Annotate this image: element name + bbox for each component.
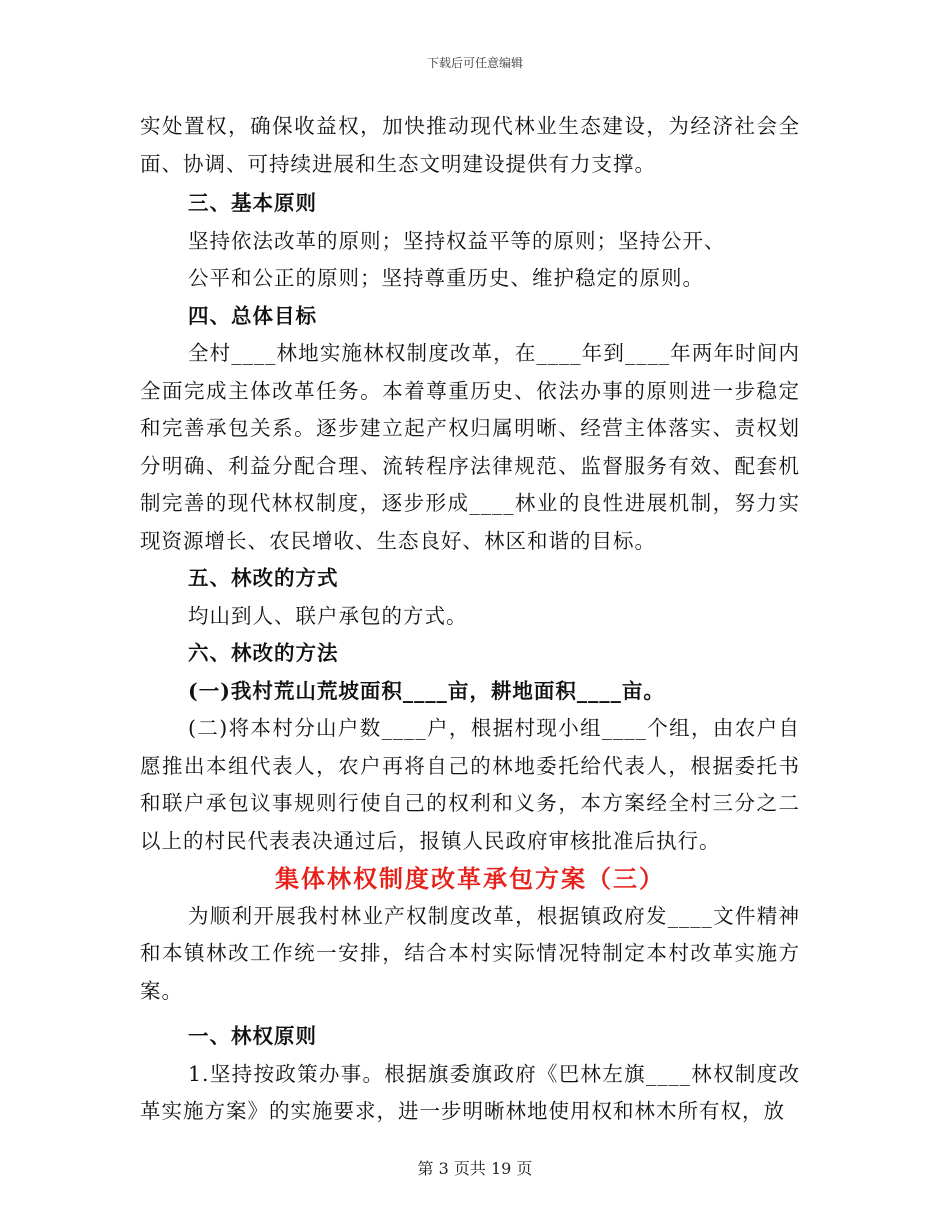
document-body (140, 108, 800, 1131)
heading-reform-method: 五、林改的方式 (188, 566, 339, 590)
heading-basic-principles: 三、基本原则 (188, 191, 317, 215)
page-header: 下载后可任意编辑 (426, 56, 523, 70)
heading-overall-goal: 四、总体目标 (188, 303, 317, 328)
heading-reform-approach: 六、林改的方法 (188, 641, 339, 665)
paragraph-intro: 为顺利开展我村林业产权制度改革，根据镇政府发____文件精神和本镇林改工作统一安排，结合本村实际情况特制定本村改革实施方案。 (140, 903, 800, 1003)
paragraph-approach-1: (一)我村荒山荒坡面积____亩，耕地面积____亩。 (188, 678, 665, 703)
paragraph-overall-goal: 全村____林地实施林权制度改革，在____年到____年两年时间内全面完成主体改革任务。本着尊重历史、依法办事的原则进一步稳定和完善承包关系。逐步建立起产权归属明晰、经营主体落实、责权划分明确、利益分配合理、流转程序法律规范、监督服务有效、配套机制完善的现代林权制度，逐步形成____林业的良性进展机制，努力实现资源增长、农民增收、生态良好、林区和谐的目标。 (140, 341, 800, 553)
paragraph-policy: 1.坚持按政策办事。根据旗委旗政府《巴林左旗____林权制度改革实施方案》的实施要求，进一步明晰林地使用权和林木所有权，放 (140, 1061, 800, 1123)
section-title: 集体林权制度改革承包方案（三） (275, 864, 665, 893)
page-footer: 第 3 页共 19 页 (417, 1159, 533, 1178)
heading-forest-rights-principle: 一、林权原则 (188, 1024, 317, 1048)
paragraph-principles-1: 坚持依法改革的原则；坚持权益平等的原则；坚持公开、 (188, 228, 726, 253)
paragraph-approach-2: (二)将本村分山户数____户，根据村现小组____个组，由农户自愿推出本组代表人，农户再将自己的林地委托给代表人，根据委托书和联户承包议事规则行使自己的权利和义务，本方案经全村三分之二以上的村民代表表决通过后，报镇人民政府审核批准后执行。 (140, 716, 800, 853)
paragraph-reform-method: 均山到人、联户承包的方式。 (188, 603, 468, 628)
paragraph-principles-2: 公平和公正的原则；坚持尊重历史、维护稳定的原则。 (188, 266, 704, 290)
paragraph-continuation: 实处置权，确保收益权，加快推动现代林业生态建设，为经济社会全面、协调、可持续进展和生态文明建设提供有力支撑。 (140, 114, 800, 176)
